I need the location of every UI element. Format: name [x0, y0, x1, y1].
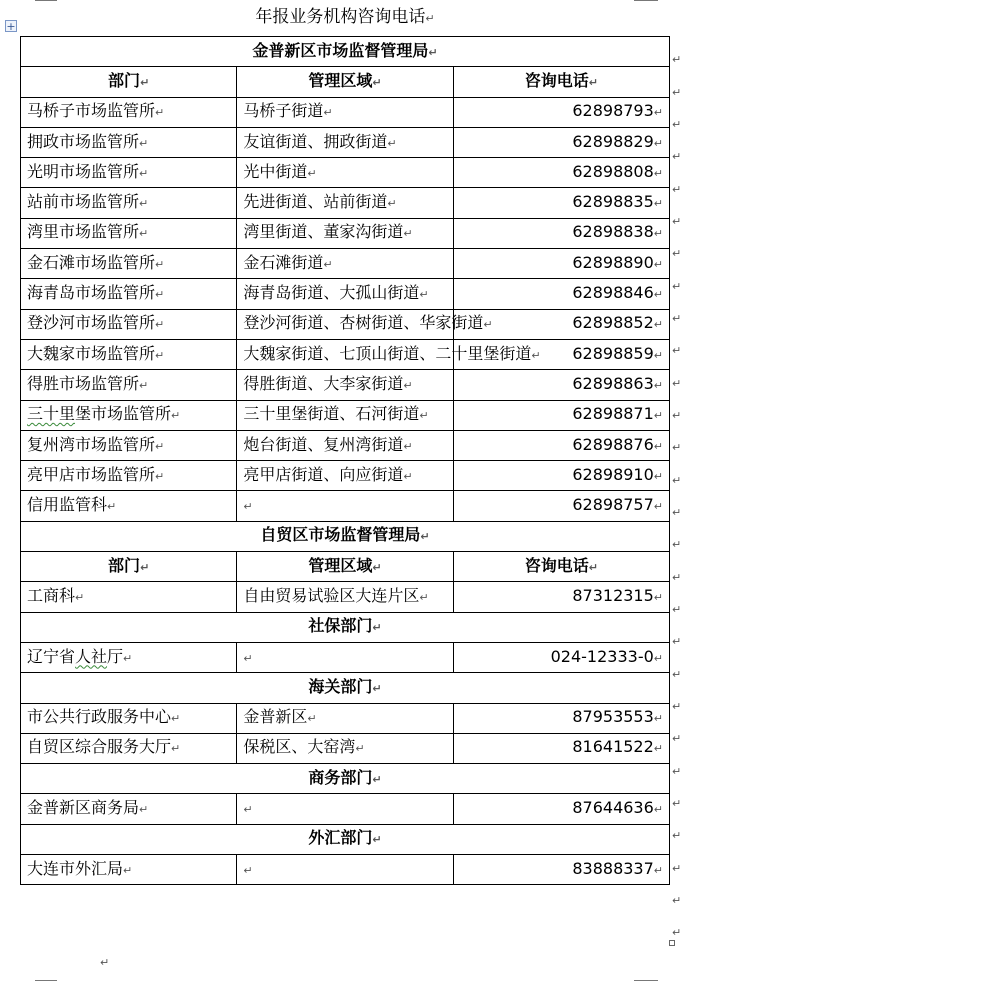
paragraph-mark-icon: ↵: [403, 469, 413, 483]
phone-cell-text: 62898757: [572, 495, 654, 515]
paragraph-mark-icon: ↵: [483, 318, 493, 332]
dept-cell-text: 大魏家市场监管所: [27, 343, 156, 363]
dept-cell-text: 光明市场监管所: [27, 161, 140, 181]
area-cell[interactable]: [237, 430, 453, 460]
area-cell[interactable]: [237, 461, 453, 491]
phone-cell[interactable]: [453, 794, 669, 824]
dept-cell-text: 登沙河市场监管所: [27, 313, 156, 333]
row-end-mark-icon: ↵: [672, 279, 682, 293]
section-title-cell-text: 自贸区市场监督管理局: [260, 525, 421, 545]
area-cell[interactable]: [237, 642, 453, 672]
dept-cell-text: 大连市外汇局: [27, 858, 124, 878]
section-title-cell-text: 社保部门: [308, 616, 373, 636]
paragraph-mark-icon: ↵: [139, 803, 149, 817]
phone-cell[interactable]: [453, 733, 669, 763]
paragraph-mark-icon: ↵: [653, 166, 663, 180]
phone-cell-text: 62898835: [572, 192, 654, 212]
paragraph-mark-icon: ↵: [139, 378, 149, 392]
dept-cell[interactable]: [21, 127, 237, 157]
paragraph-mark-icon: ↵: [171, 712, 181, 726]
dept-cell[interactable]: [21, 491, 237, 521]
dept-cell[interactable]: [21, 642, 237, 672]
dept-cell-text: 市公共行政服务中心: [27, 707, 172, 727]
paragraph-mark-icon: ↵: [372, 681, 382, 695]
row-end-mark-icon: ↵: [672, 538, 682, 552]
phone-cell-text: 62898871: [572, 404, 654, 424]
dept-cell-text: 工商科: [27, 585, 76, 605]
paragraph-mark-icon: ↵: [372, 75, 382, 89]
paragraph-mark-icon: ↵: [155, 439, 165, 453]
row-end-mark-icon: ↵: [672, 408, 682, 422]
dept-cell[interactable]: [21, 370, 237, 400]
dept-cell-text: 站前市场监管所: [27, 192, 140, 212]
area-cell[interactable]: [237, 97, 453, 127]
paragraph-mark-icon: ↵: [653, 227, 663, 241]
area-cell-text: 先进街道、站前街道: [243, 192, 388, 212]
section-title-cell-text: 海关部门: [308, 676, 373, 696]
paragraph-mark-icon: ↵: [653, 500, 663, 514]
table-row: [21, 703, 670, 733]
phone-cell[interactable]: [453, 461, 669, 491]
phone-cell[interactable]: [453, 188, 669, 218]
table-row: [21, 218, 670, 248]
area-cell-text: 三十里堡街道、石河街道: [243, 404, 420, 424]
row-end-mark-icon: ↵: [672, 150, 682, 164]
row-end-mark-icon: ↵: [672, 570, 682, 584]
phone-cell[interactable]: [453, 97, 669, 127]
paragraph-mark-icon: ↵: [428, 45, 438, 59]
phone-cell-text: 62898838: [572, 222, 654, 242]
paragraph-mark-icon: ↵: [243, 803, 253, 817]
dept-cell[interactable]: [21, 218, 237, 248]
section-title-cell[interactable]: [21, 764, 670, 794]
row-end-mark-icon: ↵: [672, 667, 682, 681]
paragraph-mark-icon: ↵: [372, 621, 382, 635]
paragraph-mark-icon: ↵: [653, 257, 663, 271]
phone-cell[interactable]: [453, 582, 669, 612]
row-end-mark-icon: ↵: [672, 764, 682, 778]
area-cell[interactable]: [237, 158, 453, 188]
table-row: [21, 158, 670, 188]
area-cell[interactable]: [237, 703, 453, 733]
area-cell-text: 保税区、大窑湾: [243, 737, 356, 757]
phone-cell[interactable]: [453, 703, 669, 733]
crop-mark-top-right: [634, 0, 658, 1]
paragraph-mark-icon: ↵: [588, 75, 598, 89]
row-end-mark-icon: ↵: [672, 182, 682, 196]
row-end-mark-icon: ↵: [672, 473, 682, 487]
paragraph-mark-icon: ↵: [653, 318, 663, 332]
table-row: [21, 582, 670, 612]
table-row: [21, 188, 670, 218]
paragraph-mark-icon: ↵: [307, 166, 317, 180]
area-cell[interactable]: [237, 188, 453, 218]
paragraph-mark-icon: ↵: [419, 409, 429, 423]
paragraph-mark-icon: ↵: [155, 348, 165, 362]
paragraph-mark-icon: ↵: [653, 136, 663, 150]
dept-cell-text: 金石滩市场监管所: [27, 252, 156, 272]
paragraph-mark-icon: ↵: [323, 257, 333, 271]
paragraph-mark-icon: ↵: [171, 409, 181, 423]
area-cell-text: 自由贸易试验区大连片区: [243, 585, 420, 605]
section-title-row: [21, 764, 670, 794]
section-title-cell[interactable]: [21, 612, 670, 642]
row-end-mark-icon: ↵: [672, 53, 682, 67]
header-phone[interactable]: [453, 552, 669, 582]
row-end-mark-icon: ↵: [672, 602, 682, 616]
paragraph-mark-icon: ↵: [653, 863, 663, 877]
area-cell[interactable]: [237, 733, 453, 763]
phone-cell[interactable]: [453, 370, 669, 400]
section-title-row: [21, 37, 670, 67]
paragraph-mark-icon: ↵: [139, 166, 149, 180]
table-row: [21, 461, 670, 491]
area-cell-text: 光中街道: [243, 161, 308, 181]
paragraph-mark-icon: ↵: [425, 12, 435, 25]
paragraph-mark-icon: ↵: [420, 530, 430, 544]
section-title-row: [21, 824, 670, 854]
paragraph-mark-icon: ↵: [107, 500, 117, 514]
header-area-text: 管理区域: [308, 70, 373, 90]
paragraph-mark-icon: ↵: [588, 560, 598, 574]
header-phone-text: 咨询电话: [524, 70, 589, 90]
paragraph-mark-icon: ↵: [387, 197, 397, 211]
paragraph-mark-icon: ↵: [372, 833, 382, 847]
dept-cell[interactable]: [21, 794, 237, 824]
dept-cell[interactable]: [21, 582, 237, 612]
area-cell-text: 马桥子街道: [243, 101, 324, 121]
phone-cell-text: 81641522: [572, 737, 654, 757]
header-area-text: 管理区域: [308, 555, 373, 575]
paragraph-mark-icon: ↵: [653, 803, 663, 817]
area-cell[interactable]: [237, 249, 453, 279]
paragraph-mark-icon: ↵: [403, 378, 413, 392]
section-title-cell-text: 金普新区市场监督管理局: [252, 40, 429, 60]
area-cell-text: 湾里街道、董家沟街道: [243, 222, 404, 242]
area-cell[interactable]: [237, 370, 453, 400]
paragraph-mark-icon: ↵: [139, 227, 149, 241]
dept-cell[interactable]: [21, 733, 237, 763]
phone-cell-text: 62898863: [572, 373, 654, 393]
paragraph-mark-icon: ↵: [653, 469, 663, 483]
phone-cell[interactable]: [453, 218, 669, 248]
column-header-row: [21, 67, 670, 97]
section-title-row: [21, 521, 670, 551]
table-resize-handle-icon[interactable]: [669, 940, 675, 946]
row-end-mark-icon: ↵: [672, 926, 682, 940]
paragraph-mark-icon: ↵: [307, 712, 317, 726]
phone-cell[interactable]: [453, 127, 669, 157]
paragraph-mark-icon: ↵: [403, 439, 413, 453]
phone-cell-text: 87644636: [572, 798, 654, 818]
area-cell-text: 海青岛街道、大孤山街道: [243, 283, 420, 303]
paragraph-mark-icon: ↵: [419, 590, 429, 604]
phone-cell[interactable]: [453, 491, 669, 521]
row-end-marks: [672, 36, 686, 941]
phone-cell[interactable]: [453, 249, 669, 279]
phone-cell[interactable]: [453, 430, 669, 460]
header-area[interactable]: [237, 67, 453, 97]
phone-cell-text: 62898859: [572, 343, 654, 363]
paragraph-mark-icon: ↵: [155, 257, 165, 271]
paragraph-mark-icon: ↵: [653, 288, 663, 302]
row-end-mark-icon: ↵: [672, 796, 682, 810]
paragraph-mark-icon: ↵: [155, 318, 165, 332]
area-cell[interactable]: [237, 491, 453, 521]
table-row: [21, 642, 670, 672]
section-title-cell-text: 外汇部门: [308, 828, 373, 848]
header-dept[interactable]: [21, 552, 237, 582]
dept-cell-text: 马桥子市场监管所: [27, 101, 156, 121]
phone-cell-text: 62898793: [572, 101, 654, 121]
paragraph-mark-icon: ↵: [140, 560, 150, 574]
row-end-mark-icon: ↵: [672, 376, 682, 390]
phone-cell-text: 87953553: [572, 707, 654, 727]
paragraph-mark-icon: ↵: [243, 863, 253, 877]
area-cell-text: 得胜街道、大李家街道: [243, 373, 404, 393]
table-row: [21, 309, 670, 339]
table-row: [21, 794, 670, 824]
table-row: [21, 370, 670, 400]
area-cell-text: 友谊街道、拥政街道: [243, 131, 388, 151]
table-row: [21, 430, 670, 460]
dept-cell[interactable]: [21, 855, 237, 885]
paragraph-mark-icon: ↵: [123, 651, 133, 665]
row-end-mark-icon: ↵: [672, 85, 682, 99]
paragraph-mark-icon: ↵: [653, 712, 663, 726]
phone-cell[interactable]: [453, 642, 669, 672]
crop-mark-top-left: [35, 0, 57, 1]
phone-cell[interactable]: [453, 158, 669, 188]
paragraph-mark-icon: ↵: [653, 590, 663, 604]
crop-mark-bottom-right: [634, 980, 658, 981]
paragraph-mark-icon: ↵: [243, 651, 253, 665]
table-move-handle-icon[interactable]: +: [6, 20, 16, 33]
paragraph-mark-icon: ↵: [243, 500, 253, 514]
area-cell[interactable]: [237, 582, 453, 612]
paragraph-mark-icon: ↵: [653, 197, 663, 211]
table-row: [21, 339, 670, 369]
section-title-cell[interactable]: [21, 37, 670, 67]
dept-cell-text: 复州湾市场监管所: [27, 434, 156, 454]
area-cell-text: 登沙河街道、杏树街道、华家街道: [243, 313, 484, 333]
area-cell-text: 金普新区: [243, 707, 308, 727]
area-cell-text: 炮台街道、复州湾街道: [243, 434, 404, 454]
paragraph-mark-icon: ↵: [653, 409, 663, 423]
paragraph-mark-icon: ↵: [139, 136, 149, 150]
dept-cell-text: 三十里堡市场监管所: [27, 404, 172, 424]
trailing-paragraph-mark-icon[interactable]: ↵: [100, 956, 110, 969]
row-end-mark-icon: ↵: [672, 505, 682, 519]
table-row: [21, 279, 670, 309]
row-end-mark-icon: ↵: [672, 732, 682, 746]
phone-cell-text: 62898890: [572, 252, 654, 272]
paragraph-mark-icon: ↵: [123, 863, 133, 877]
paragraph-mark-icon: ↵: [139, 197, 149, 211]
paragraph-mark-icon: ↵: [387, 136, 397, 150]
section-title-cell[interactable]: [21, 824, 670, 854]
table-row: [21, 733, 670, 763]
area-cell[interactable]: [237, 218, 453, 248]
phone-cell[interactable]: [453, 855, 669, 885]
paragraph-mark-icon: ↵: [653, 106, 663, 120]
header-phone-text: 咨询电话: [524, 555, 589, 575]
phone-cell-text: 83888337: [572, 858, 654, 878]
paragraph-mark-icon: ↵: [372, 560, 382, 574]
dept-cell-text: 自贸区综合服务大厅: [27, 737, 172, 757]
area-cell-text: 亮甲店街道、向应街道: [243, 464, 404, 484]
dept-cell-text: 得胜市场监管所: [27, 373, 140, 393]
row-end-mark-icon: ↵: [672, 344, 682, 358]
crop-mark-bottom-left: [35, 980, 57, 981]
section-title-cell[interactable]: [21, 521, 670, 551]
phone-cell-text: 62898829: [572, 131, 654, 151]
section-title-cell[interactable]: [21, 673, 670, 703]
dept-cell-text: 海青岛市场监管所: [27, 283, 156, 303]
dept-cell[interactable]: [21, 188, 237, 218]
dept-cell-text: 金普新区商务局: [27, 798, 140, 818]
dept-cell-text: 亮甲店市场监管所: [27, 464, 156, 484]
document-title-text: 年报业务机构咨询电话: [255, 7, 426, 27]
dept-cell-text: 拥政市场监管所: [27, 131, 140, 151]
dept-cell-text: 信用监管科: [27, 495, 108, 515]
table-row: [21, 400, 670, 430]
row-end-mark-icon: ↵: [672, 117, 682, 131]
paragraph-mark-icon: ↵: [155, 288, 165, 302]
dept-cell-text: 湾里市场监管所: [27, 222, 140, 242]
area-cell[interactable]: [237, 855, 453, 885]
table-row: [21, 491, 670, 521]
paragraph-mark-icon: ↵: [653, 742, 663, 756]
paragraph-mark-icon: ↵: [419, 288, 429, 302]
area-cell-text: 大魏家街道、七顶山街道、二十里堡街道: [243, 343, 532, 363]
area-cell[interactable]: [237, 279, 453, 309]
area-cell[interactable]: [237, 339, 541, 369]
contacts-table[interactable]: [20, 36, 670, 885]
row-end-mark-icon: ↵: [672, 635, 682, 649]
table-row: [21, 127, 670, 157]
phone-cell-text: 024-12333-0: [550, 646, 654, 666]
paragraph-mark-icon: ↵: [75, 590, 85, 604]
paragraph-mark-icon: ↵: [403, 227, 413, 241]
section-title-row: [21, 612, 670, 642]
dept-cell[interactable]: [21, 703, 237, 733]
phone-cell-text: 62898808: [572, 161, 654, 181]
header-phone[interactable]: [453, 67, 669, 97]
header-area[interactable]: [237, 552, 453, 582]
paragraph-mark-icon: ↵: [140, 75, 150, 89]
row-end-mark-icon: ↵: [672, 441, 682, 455]
paragraph-mark-icon: ↵: [653, 378, 663, 392]
dept-cell[interactable]: [21, 461, 237, 491]
paragraph-mark-icon: ↵: [323, 106, 333, 120]
phone-cell[interactable]: [453, 279, 669, 309]
phone-cell-text: 62898852: [572, 313, 654, 333]
area-cell[interactable]: [237, 127, 453, 157]
area-cell-text: 金石滩街道: [243, 252, 324, 272]
phone-cell[interactable]: [453, 400, 669, 430]
phone-cell-text: 62898910: [572, 464, 654, 484]
dept-cell-text: 辽宁省人社厅: [27, 646, 124, 666]
table-row: [21, 249, 670, 279]
phone-cell-text: 62898846: [572, 283, 654, 303]
area-cell[interactable]: [237, 309, 493, 339]
row-end-mark-icon: ↵: [672, 893, 682, 907]
dept-cell[interactable]: [21, 158, 237, 188]
dept-cell[interactable]: [21, 249, 237, 279]
area-cell[interactable]: [237, 794, 453, 824]
row-end-mark-icon: ↵: [672, 829, 682, 843]
paragraph-mark-icon: ↵: [355, 742, 365, 756]
area-cell[interactable]: [237, 400, 453, 430]
paragraph-mark-icon: ↵: [653, 348, 663, 362]
header-dept-text: 部门: [108, 70, 141, 90]
paragraph-mark-icon: ↵: [653, 651, 663, 665]
table-row: [21, 97, 670, 127]
paragraph-mark-icon: ↵: [372, 772, 382, 786]
dept-cell[interactable]: [21, 97, 237, 127]
section-title-row: [21, 673, 670, 703]
section-title-cell-text: 商务部门: [308, 767, 373, 787]
row-end-mark-icon: ↵: [672, 699, 682, 713]
dept-cell[interactable]: [21, 400, 237, 430]
dept-cell[interactable]: [21, 430, 237, 460]
dept-cell[interactable]: [21, 279, 237, 309]
header-dept[interactable]: [21, 67, 237, 97]
contacts-table-body: [21, 37, 670, 885]
document-title[interactable]: [0, 6, 690, 33]
phone-cell-text: 62898876: [572, 434, 654, 454]
row-end-mark-icon: ↵: [672, 861, 682, 875]
row-end-mark-icon: ↵: [672, 247, 682, 261]
header-dept-text: 部门: [108, 555, 141, 575]
row-end-mark-icon: ↵: [672, 311, 682, 325]
paragraph-mark-icon: ↵: [653, 439, 663, 453]
paragraph-mark-icon: ↵: [171, 742, 181, 756]
table-row: [21, 855, 670, 885]
phone-cell-text: 87312315: [572, 585, 654, 605]
column-header-row: [21, 552, 670, 582]
row-end-mark-icon: ↵: [672, 214, 682, 228]
paragraph-mark-icon: ↵: [155, 106, 165, 120]
dept-cell[interactable]: [21, 339, 237, 369]
paragraph-mark-icon: ↵: [531, 348, 541, 362]
paragraph-mark-icon: ↵: [155, 469, 165, 483]
dept-cell[interactable]: [21, 309, 237, 339]
